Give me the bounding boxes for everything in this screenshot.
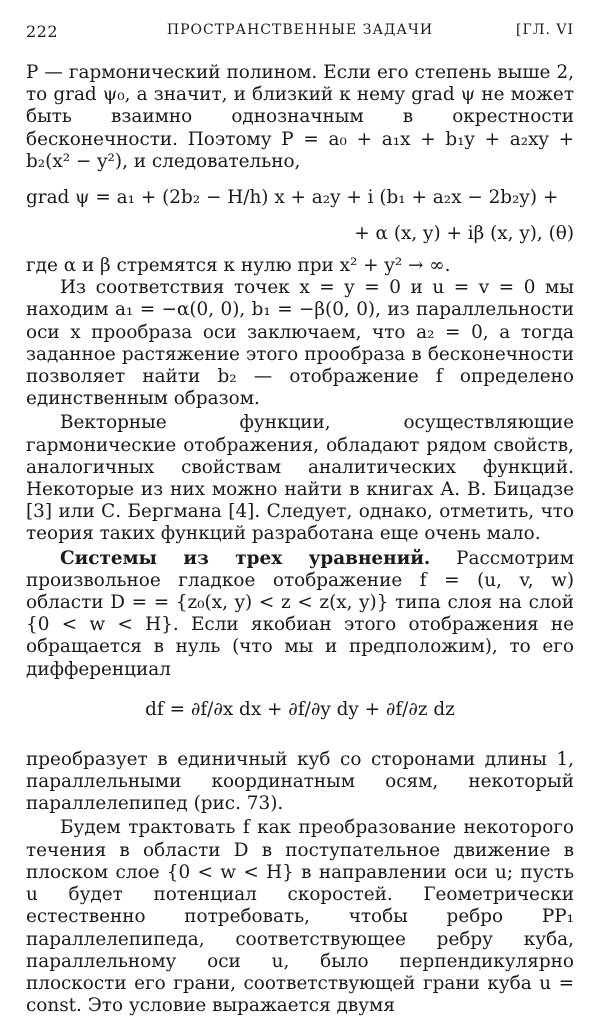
formula-grad-psi-line-2: + α (x, y) + iβ (x, y), (θ)	[354, 223, 574, 245]
paragraph-5	[26, 548, 574, 681]
running-title: ПРОСТРАНСТВЕННЫЕ ЗАДАЧИ	[166, 22, 434, 38]
paragraph-4: Векторные функции, осуществляющие гармонические отображения, обладают рядом свойств, аналогичных свойствам аналитических функций. Некоторые из них можно найти в книгах А. В. Бицадзе [3] или С. Бергмана [4]. Следует, однако, отметить, что теория таких функций разработана еще очень мало.	[26, 412, 574, 545]
paragraph-3: Из соответствия точек x = y = 0 и u = v = 0 мы находим a₁ = −α(0, 0), b₁ = −β(0, 0), из параллельности оси x прообраза оси заключаем, что a₂ = 0, а тогда заданное растяжение этого прообраза в бесконечности позволяет найти b₂ — отображение f определено единственным образом.	[26, 277, 574, 410]
chapter-label: [ГЛ. VI	[516, 22, 574, 38]
paragraph-5-text: Рассмотрим произвольное гладкое отображение f = (u, v, w) области D = = {z₀(x, y) < z < z(x, y)} типа слоя на слой {0 < w < H}. Если якобиан этого отображения не обращается в нуль (что мы и предположим), то его дифференциал	[26, 547, 574, 680]
page-header	[26, 22, 574, 46]
formula-differential: df = ∂f/∂x dx + ∂f/∂y dy + ∂f/∂z dz	[145, 698, 455, 720]
paragraph-7: Будем трактовать f как преобразование некоторого течения в области D в поступательное движение в плоском слое {0 < w < H} в направлении оси u; пусть u будет потенциал скоростей. Геометрически естественно потребовать, чтобы ребро PP₁ параллелепипеда, соответствующее ребру куба, параллельному оси u, было перпендикулярно плоскости его грани, соответствующей грани куба u = const. Это условие выражается двумя	[26, 817, 574, 1017]
paragraph-6: преобразует в единичный куб со сторонами длины 1, параллельными координатным осям, некоторый параллелепипед (рис. 73).	[26, 748, 574, 815]
page-number: 222	[26, 22, 59, 41]
section-heading: Системы из трех уравнений.	[60, 547, 431, 569]
formula-grad-psi-line-1: grad ψ = a₁ + (2b₂ − H/h) x + a₂y + i (b₁ + a₂x − 2b₂y) +	[26, 187, 559, 209]
paragraph-2: где α и β стремятся к нулю при x² + y² → ∞.	[26, 255, 451, 277]
paragraph-1: P — гармонический полином. Если его степень выше 2, то grad ψ₀, а значит, и близкий к нему grad ψ не может быть взаимно однозначным в окрестности бесконечности. Поэтому P = a₀ + a₁x + b₁y + a₂xy + b₂(x² − y²), и следовательно,	[26, 62, 574, 172]
page-body	[26, 62, 574, 1017]
